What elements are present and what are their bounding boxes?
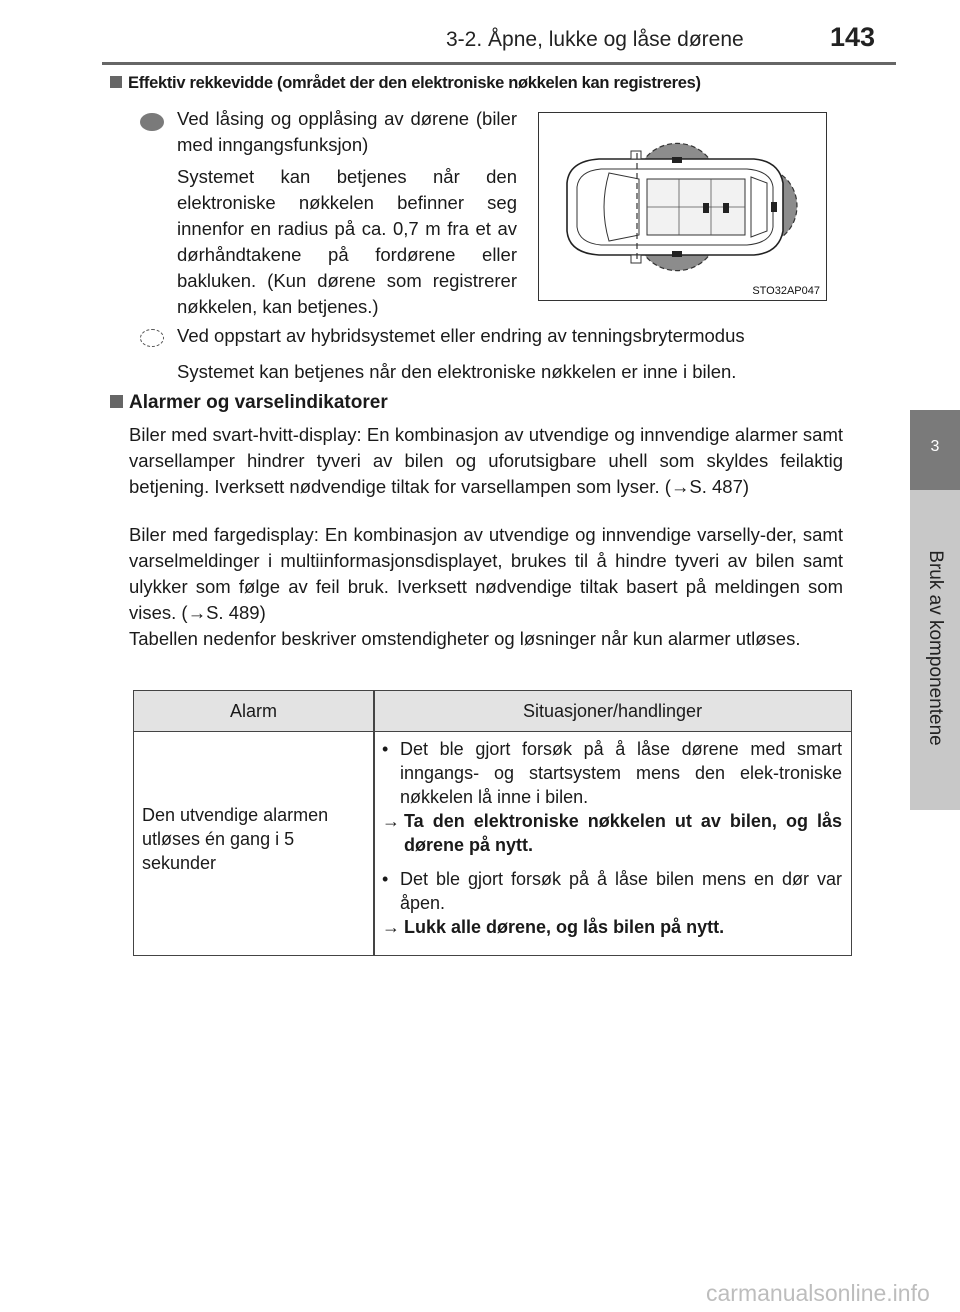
section-heading-range	[110, 74, 701, 93]
table-cell-situations	[382, 737, 842, 939]
situation-bullet-1: • Det ble gjort forsøk på å låse dørene med smart inngangs- og startsystem mens den elek-troniske nøkkelen lå inne i bilen.	[382, 737, 842, 809]
section-heading-alarms	[110, 392, 388, 414]
table-header-situations: Situasjoner/handlinger	[374, 691, 851, 732]
figure-caption: STO32AP047	[752, 285, 820, 297]
action-2	[382, 915, 842, 939]
action-1-text: Ta den elektroniske nøkkelen ut av bilen, og lås dørene på nytt.	[404, 811, 842, 855]
car-top-view-icon	[539, 113, 826, 300]
alarms-paragraph-2: Biler med fargedisplay: En kombinasjon av utvendige og innvendige varselly-der, samt varselmeldinger i multiinformasjonsdisplayet, brukes til å hindre tyveri av bilen samt ulykker som følge av feil bruk. Iverksett nødvendige tiltak basert på meldingen som vises. (→S. 489)	[129, 524, 843, 623]
alarm-table	[133, 690, 852, 956]
section-heading-text: Alarmer og varselindikatorer	[129, 392, 388, 413]
situation-bullet-2: • Det ble gjort forsøk på å låse bilen mens en dør var åpen.	[382, 867, 842, 915]
item1-label: Ved låsing og opplåsing av dørene (biler med inngangsfunksjon)	[177, 108, 517, 155]
square-bullet-icon	[110, 76, 122, 88]
dashed-range-marker-icon	[140, 329, 164, 347]
watermark: carmanualsonline.info	[706, 1280, 930, 1306]
square-bullet-icon	[110, 395, 123, 408]
chapter-tab	[910, 410, 960, 490]
item1-text: Systemet kan betjenes når den elektroniske nøkkelen befinner seg innenfor en radius på ca. 0,7 m fra et av dørhåndtakene på fordørene eller bakluken. (Kun dørene som registrerer nøkkelen, kan betjenes.)	[177, 166, 517, 317]
running-header-title: 3-2. Åpne, lukke og låse dørene	[446, 28, 744, 51]
solid-range-marker-icon	[140, 113, 164, 131]
arrow-icon: →	[382, 811, 400, 831]
chapter-number: 3	[930, 438, 940, 455]
keyless-range-diagram	[538, 112, 827, 301]
section-heading-text: Effektiv rekkevidde (området der den elektroniske nøkkelen kan registreres)	[128, 74, 701, 92]
action-2-text: Lukk alle dørene, og lås bilen på nytt.	[404, 917, 725, 937]
table-column-divider	[373, 691, 375, 955]
alarms-paragraph-3: Tabellen nedenfor beskriver omstendigheter og løsninger når kun alarmer utløses.	[129, 628, 801, 649]
arrow-icon: →	[382, 917, 400, 937]
header-rule	[102, 62, 896, 65]
item2-label: Ved oppstart av hybridsystemet eller endring av tenningsbrytermodus	[177, 325, 745, 346]
alarms-paragraph-1: Biler med svart-hvitt-display: En kombinasjon av utvendige og innvendige alarmer samt varsellamper hindrer tyveri av bilen og uforutsigbare uhell som skyldes feilaktig betjening. Iverksett nødvendige tiltak for varsellampen som lyser. (→S. 487)	[129, 424, 843, 497]
item2-text: Systemet kan betjenes når den elektroniske nøkkelen er inne i bilen.	[177, 361, 737, 382]
table-cell-alarm: Den utvendige alarmen utløses én gang i 5 sekunder	[142, 805, 329, 873]
chapter-title: Bruk av komponentene	[925, 550, 946, 746]
action-1	[382, 809, 842, 857]
table-header-alarm: Alarm	[134, 691, 373, 732]
page-number: 143	[830, 22, 876, 52]
